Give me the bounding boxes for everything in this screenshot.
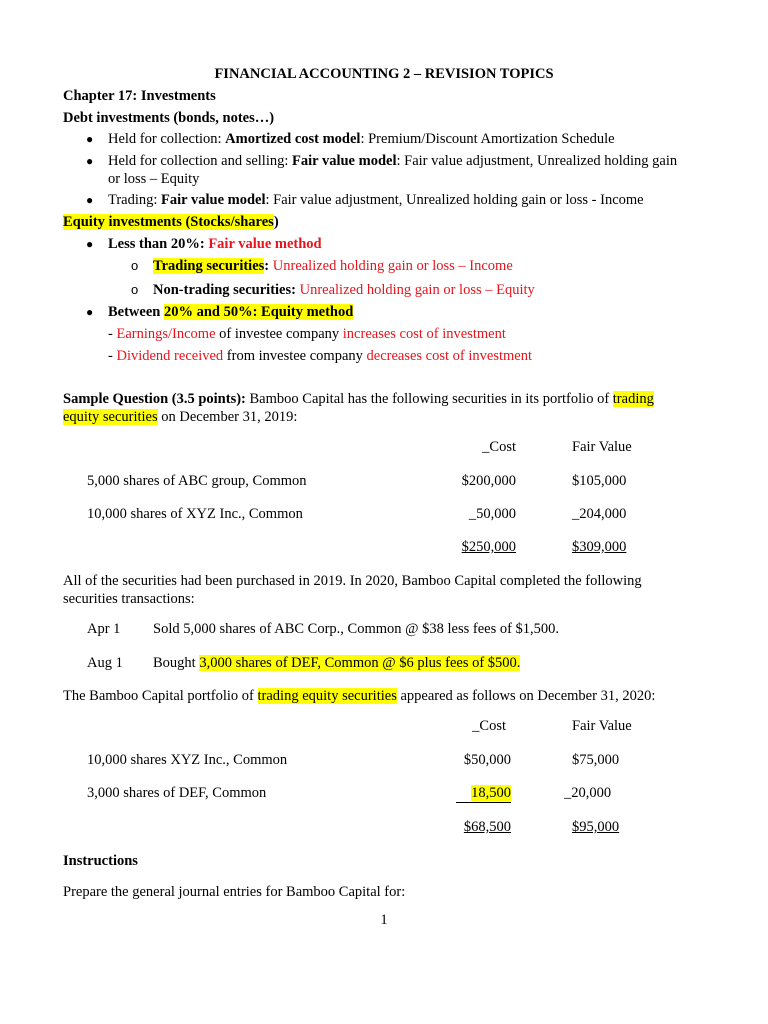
table-row-name: 5,000 shares of ABC group, Common [87,473,307,489]
transaction-text: Bought 3,000 shares of DEF, Common @ $6 plus fees of $500. [153,655,521,671]
bullet-icon: ● [86,154,94,168]
total-cost: $68,500 [463,819,511,835]
table-row-name: 10,000 shares XYZ Inc., Common [87,752,288,768]
transactions-intro-continued: securities transactions: [63,591,195,607]
equity-between-20-50: Between 20% and 50%: Equity method [108,304,354,320]
table-row-cost: 18,500 [471,785,511,801]
transaction-text: Sold 5,000 shares of ABC Corp., Common @ $38 less fees of $1,500. [153,621,560,637]
table-row-cost: _50,000 [468,506,516,522]
table-row-cost: $200,000 [461,473,516,489]
bullet-icon: ● [86,305,94,319]
chapter-heading: Chapter 17: Investments [63,88,216,104]
transactions-intro: All of the securities had been purchased in 2019. In 2020, Bamboo Capital completed the following [63,573,642,589]
fair-value-header: Fair Value [572,439,632,455]
debt-item: Held for collection: Amortized cost model: Premium/Discount Amortization Schedule [108,131,615,147]
transaction-date: Apr 1 [87,621,121,637]
sample-question-continued: equity securities on December 31, 2019: [63,409,298,425]
transaction-date: Aug 1 [87,655,123,671]
table-row-name: 10,000 shares of XYZ Inc., Common [87,506,303,522]
table-row-fair-value: $105,000 [572,473,627,489]
debt-item-continued: or loss – Equity [108,171,200,187]
page-number: 1 [380,912,388,928]
instructions-heading: Instructions [63,853,138,869]
equity-less-than-20: Less than 20%: Fair value method [108,236,322,252]
document-title: FINANCIAL ACCOUNTING 2 – REVISION TOPICS [214,66,554,82]
fair-value-header: Fair Value [572,718,632,734]
equity-method-line: - Dividend received from investee company decreases cost of investment [108,348,532,364]
trading-securities-item: Trading securities: Unrealized holding gain or loss – Income [153,258,513,274]
table-row-fair-value: $75,000 [572,752,620,768]
total-fair-value: $309,000 [572,539,627,555]
table-row-fair-value: _204,000 [572,506,627,522]
equity-heading: Equity investments (Stocks/shares) [63,214,279,230]
cost-header: _Cost [482,439,516,455]
circle-bullet-icon: o [131,258,139,273]
sample-question: Sample Question (3.5 points): Bamboo Capital has the following securities in its portfolio of trading [63,391,654,407]
non-trading-securities-item: Non-trading securities: Unrealized holding gain or loss – Equity [153,282,535,298]
table-row-cost: $50,000 [463,752,511,768]
table-row-fair-value: _20,000 [564,785,612,801]
portfolio-2020-intro: The Bamboo Capital portfolio of trading equity securities appeared as follows on December 31, 2020: [63,688,656,704]
circle-bullet-icon: o [131,282,139,297]
instructions-text: Prepare the general journal entries for Bamboo Capital for: [63,884,406,900]
bullet-icon: ● [86,193,94,207]
bullet-icon: ● [86,132,94,146]
debt-heading: Debt investments (bonds, notes…) [63,110,275,126]
total-cost: $250,000 [461,539,516,555]
debt-item: Held for collection and selling: Fair value model: Fair value adjustment, Unrealized holding gain [108,153,678,169]
bullet-icon: ● [86,237,94,251]
equity-method-line: - Earnings/Income of investee company increases cost of investment [108,326,506,342]
table-row-name: 3,000 shares of DEF, Common [87,785,267,801]
cost-header: _Cost [472,718,506,734]
total-fair-value: $95,000 [572,819,620,835]
debt-item: Trading: Fair value model: Fair value adjustment, Unrealized holding gain or loss - Income [108,192,644,208]
